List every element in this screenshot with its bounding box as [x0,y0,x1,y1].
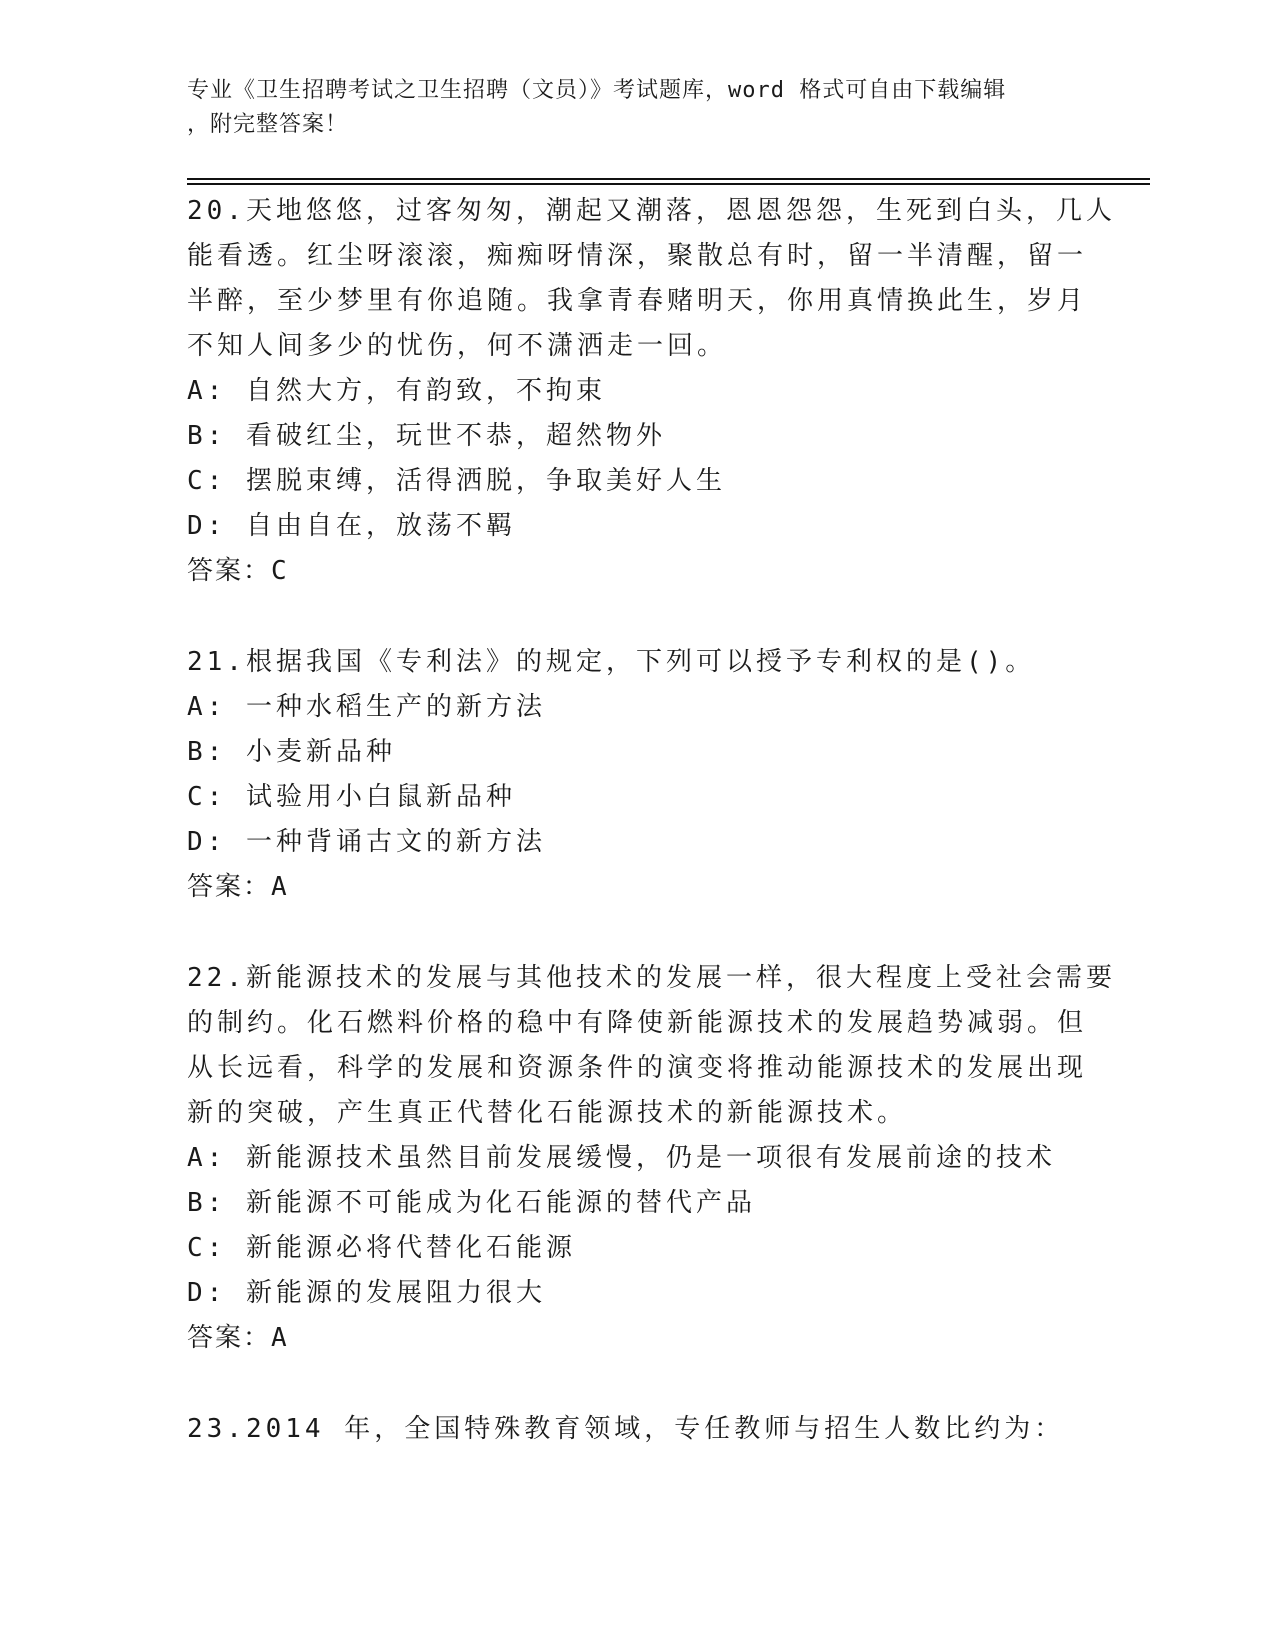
question-stem-line: 的制约。化石燃料价格的稳中有降使新能源技术的发展趋势减弱。但 [187,1008,1088,1038]
option-b: B: 新能源不可能成为化石能源的替代产品 [187,1188,756,1218]
answer-line [187,1316,1087,1361]
option-d: D: 自由自在，放荡不羁 [187,511,516,541]
answer-value: A [271,872,289,902]
option-b: B: 看破红尘，玩世不恭，超然物外 [187,421,666,451]
question-stem-line: 23.2014 年，全国特殊教育领域，专任教师与招生人数比约为： [187,1414,1065,1444]
answer-label: 答案： [187,872,272,902]
answer-label: 答案： [187,556,272,586]
header-line: 专业《卫生招聘考试之卫生招聘（文员）》考试题库，word 格式可自由下载编辑 [187,78,1007,103]
answer-line [187,549,1087,594]
option-d: D: 新能源的发展阻力很大 [187,1278,546,1308]
answer-value: A [271,1323,289,1353]
option-d: D: 一种背诵古文的新方法 [187,827,546,857]
question-list [187,189,1116,1498]
option-a: A: 新能源技术虽然目前发展缓慢，仍是一项很有发展前途的技术 [187,1143,1056,1173]
option-c: C: 新能源必将代替化石能源 [187,1233,576,1263]
option-a: A: 一种水稻生产的新方法 [187,692,546,722]
option-b: B: 小麦新品种 [187,737,396,767]
option-c: C: 摆脱束缚，活得洒脱，争取美好人生 [187,466,726,496]
answer-label: 答案： [187,1323,272,1353]
option-c: C: 试验用小白鼠新品种 [187,782,516,812]
question-stem-line: 21.根据我国《专利法》的规定，下列可以授予专利权的是()。 [187,647,1036,677]
question-stem-line: 20.天地悠悠，过客匆匆，潮起又潮落，恩恩怨怨，生死到白头，几人 [187,196,1116,226]
question-22 [187,956,1116,1361]
document-header [187,74,1087,142]
question-stem-line: 22.新能源技术的发展与其他技术的发展一样，很大程度上受社会需要 [187,963,1116,993]
question-stem-line: 不知人间多少的忧伤，何不潇洒走一回。 [187,331,728,361]
answer-value: C [271,556,289,586]
question-stem-line: 能看透。红尘呀滚滚，痴痴呀情深，聚散总有时，留一半清醒，留一 [187,241,1088,271]
option-a: A: 自然大方，有韵致，不拘束 [187,376,606,406]
question-stem-line: 从长远看，科学的发展和资源条件的演变将推动能源技术的发展出现 [187,1053,1088,1083]
question-21 [187,640,1087,910]
header-line: ，附完整答案！ [187,112,349,137]
question-stem-line: 新的突破，产生真正代替化石能源技术的新能源技术。 [187,1098,908,1128]
answer-line [187,865,1087,910]
question-20 [187,189,1116,594]
header-divider [187,183,1150,185]
header-divider [187,178,1150,180]
question-23 [187,1407,1087,1452]
question-stem-line: 半醉，至少梦里有你追随。我拿青春赌明天，你用真情换此生，岁月 [187,286,1088,316]
